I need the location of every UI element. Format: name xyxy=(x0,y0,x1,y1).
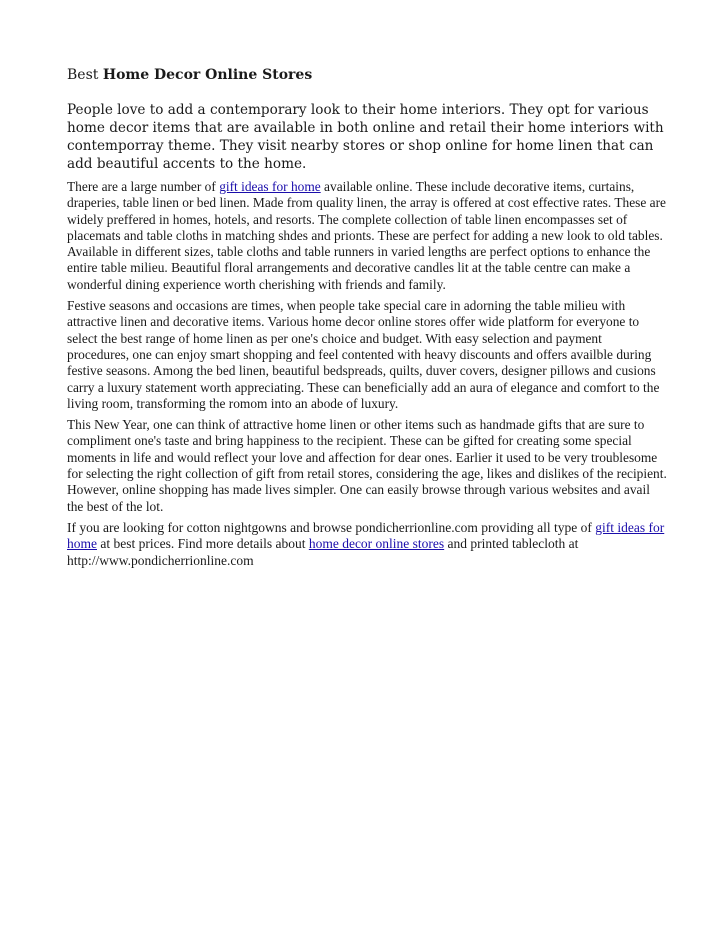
paragraph-closing xyxy=(67,520,667,569)
paragraph-text: and printed tablecloth at http://www.pondicherrionline.com xyxy=(67,536,579,568)
page-title xyxy=(67,66,667,84)
paragraph-gift-ideas xyxy=(67,179,667,293)
title-prefix: Best xyxy=(67,67,99,83)
intro-paragraph: People love to add a contemporary look to their home interiors. They opt for various home decor items that are available in both online and retail their home interiors with contemporray theme. They visit nearby stores or shop online for home linen that can add beautiful accents to the home. xyxy=(67,102,664,172)
paragraph-text: available online. These include decorative items, curtains, draperies, table linen or bed linen. Made from quality linen, the array is offered at cost effective rates. These are widely preffered in homes, hotels, and resorts. The complete collection of table linen encompasses set of placemats and table cloths in matching shdes and prionts. These are perfect for adding a new look to old tables. Available in different sizes, table cloths and table runners in varied lengths are perfect options to enhance the entire table milieu. Beautiful floral arrangements and decorative candles lit at the table centre can make a wonderful dining experience worth cherishing with friends and family. xyxy=(67,179,666,292)
paragraph-text: at best prices. Find more details about xyxy=(97,536,309,552)
paragraph-festive-seasons: Festive seasons and occasions are times, when people take special care in adorning the table milieu with attractive linen and decorative items. Various home decor online stores offer wide platform for everyone to select the best range of home linen as per one's choice and budget. With easy selection and payment procedures, one can enjoy smart shopping and feel contented with heavy discounts and offers availble during festive seasons. Among the bed linen, beautiful bedspreads, quilts, duver covers, designer pillows and cusions carry a luxury statement worth appreciating. These can beneficially add an aura of elegance and comfort to the living room, transforming the romom into an abode of luxury. xyxy=(67,298,660,411)
gift-ideas-link[interactable]: gift ideas for home xyxy=(67,519,665,552)
paragraph-new-year: This New Year, one can think of attractive home linen or other items such as handmade gifts that are sure to compliment one's taste and bring happiness to the recipient. These can be gifted for creating some special moments in life and would reflect your love and affection for dear ones. Earlier it used to be very troublesome for selecting the right collection of gift from retail stores, considering the age, likes and dislikes of the recipient. However, online shopping has made lives simpler. One can easily browse through various websites and avail the best of the lot. xyxy=(67,417,667,514)
gift-ideas-link[interactable]: gift ideas for home xyxy=(219,179,321,194)
home-decor-stores-link[interactable]: home decor online stores xyxy=(308,536,445,552)
title-bold: Home Decor Online Stores xyxy=(102,67,313,83)
paragraph-text: There are a large number of xyxy=(67,179,220,194)
paragraph-text: If you are looking for cotton nightgowns and browse pondicherrionline.com providing all type of xyxy=(67,519,596,535)
document-page xyxy=(67,66,667,574)
